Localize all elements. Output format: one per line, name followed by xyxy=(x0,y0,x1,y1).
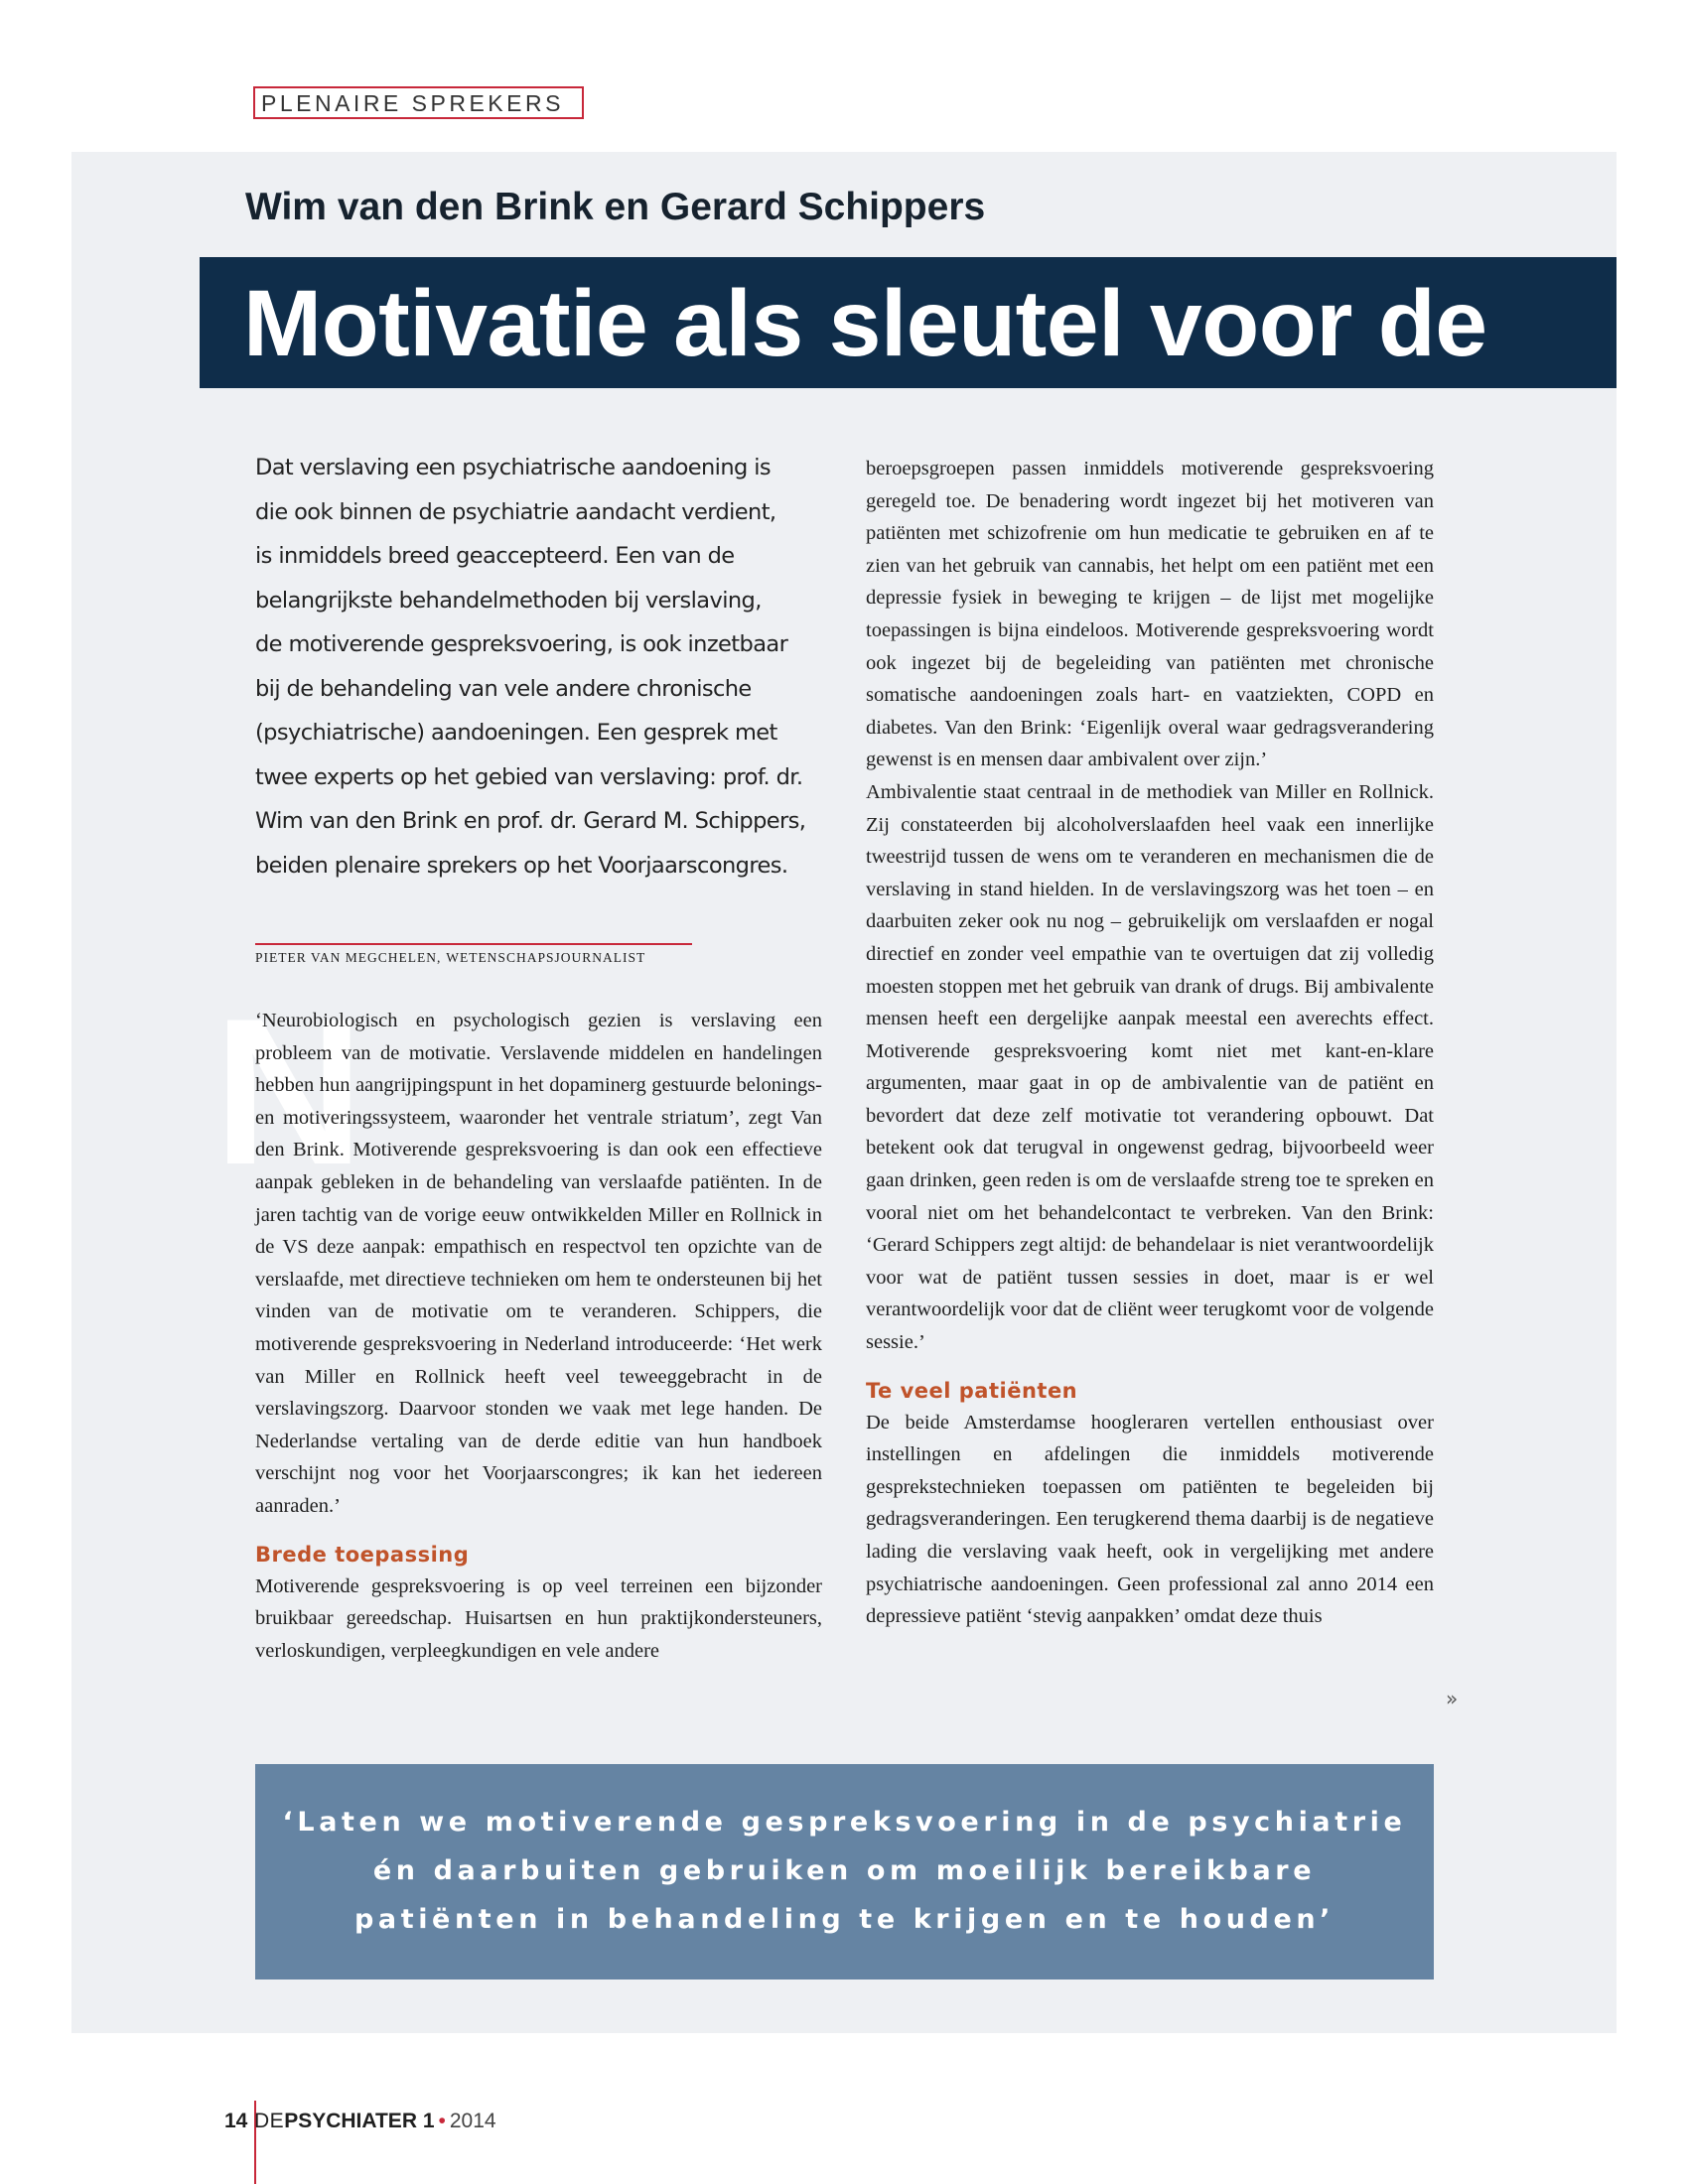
page-number: 14 xyxy=(224,2110,248,2132)
headline: Motivatie als sleutel voor de xyxy=(243,271,1487,376)
page-footer xyxy=(224,2110,496,2133)
intro-line: (psychiatrische) aandoeningen. Een gesprek met xyxy=(255,720,777,746)
intro-line: de motiverende gespreksvoering, is ook inzetbaar xyxy=(255,631,788,657)
intro-line: beiden plenaire sprekers op het Voorjaarscongres. xyxy=(255,852,788,879)
intro-line: belangrijkste behandelmethoden bij verslaving, xyxy=(255,587,762,614)
continue-arrow-icon: » xyxy=(1446,1687,1459,1710)
byline-title: Wim van den Brink en Gerard Schippers xyxy=(245,186,986,228)
body-paragraph: Ambivalentie staat centraal in de methodiek van Miller en Rollnick. Zij constateerden bij alcoholverslaafden heel vaak een innerlijke tweestrijd tussen de wens om te veranderen en mechanismen die de verslaving in stand hielden. In de verslavingszorg was het toen – en daarbuiten zeker ook nu nog – gebruikelijk om verslaafden er nogal directief en zonder veel empathie van te overtuigen dat zij volledig moesten stoppen met het gebruik van drank of drugs. Bij ambivalente mensen heeft een dergelijke aanpak meestal een averechts effect. Motiverende gespreksvoering komt niet met kant-en-klare argumenten, maar gaat in op de ambivalentie van de patiënt en bevordert dat deze zelf motivatie tot verandering opbouwt. Dat betekent ook dat terugval in ongewenst gedrag, bijvoorbeeld weer gaan drinken, geen reden is om de verslaafde streng toe te spreken en vooral niet om het behandelcontact te verbreken. Van den Brink: ‘Gerard Schippers zegt altijd: de behandelaar is niet verantwoordelijk voor wat de patiënt tussen sessies in doet, maar is er wel verantwoordelijk voor dat de cliënt weer terugkomt voor de volgende sessie.’ xyxy=(866,780,1434,1354)
intro-line: Wim van den Brink en prof. dr. Gerard M. Schippers, xyxy=(255,808,806,834)
author-name: PIETER VAN MEGCHELEN, xyxy=(255,950,442,965)
magazine-name: PSYCHIATER xyxy=(284,2110,417,2132)
issue-number: 1 xyxy=(422,2110,435,2132)
bullet-separator: • xyxy=(438,2110,446,2132)
author-role: WETENSCHAPSJOURNALIST xyxy=(446,950,646,965)
magazine-prefix: DE xyxy=(254,2110,285,2132)
pull-quote: ‘Laten we motiverende gespreksvoering in de psychiatrie én daarbuiten gebruiken om moeilijk bereikbare patiënten in behandeling te krijgen en te houden’ xyxy=(282,1807,1407,1935)
intro-line: bij de behandeling van vele andere chronische xyxy=(255,675,752,702)
author-credit xyxy=(255,946,645,967)
intro-lead xyxy=(255,446,861,887)
drop-cap: N xyxy=(213,1003,364,1181)
author-rule xyxy=(255,943,692,945)
intro-line: die ook binnen de psychiatrie aandacht verdient, xyxy=(255,498,776,525)
headline-bar xyxy=(200,257,1617,388)
intro-line: is inmiddels breed geaccepteerd. Een van de xyxy=(255,543,735,569)
intro-line: Dat verslaving een psychiatrische aandoening is xyxy=(255,455,771,480)
subheading-te-veel-patienten: Te veel patiënten xyxy=(866,1378,1078,1403)
right-column xyxy=(866,453,1434,1633)
left-column xyxy=(255,1005,822,1667)
body-paragraph: ‘Neurobiologisch en psychologisch gezien is verslaving een probleem van de motivatie. Verslavende middelen en handelingen hebben hun aangrijpingspunt in het dopaminerg gestuurde belonings- en motiveringssysteem, waaronder het ventrale striatum’, zegt Van den Brink. Motiverende gespreksvoering is dan ook een effectieve aanpak gebleken in de behandeling van verslaafde patiënten. In de jaren tachtig van de vorige eeuw ontwikkelden Miller en Rollnick in de VS deze aanpak: empathisch en respectvol ten opzichte van de verslaafde, met directieve technieken om hem te ondersteunen bij het vinden van de motivatie om te veranderen. Schippers, die motiverende gespreksvoering in Nederland introduceerde: ‘Het werk van Miller en Rollnick heeft veel teweeggebracht in de verslavingszorg. Daarvoor stonden we vaak met lege handen. De Nederlandse vertaling van de derde editie van hun handboek verschijnt nog voor het Voorjaarscongres; ik kan het iedereen aanraden.’ xyxy=(255,1010,822,1517)
issue-year: 2014 xyxy=(449,2110,496,2132)
body-paragraph: beroepsgroepen passen inmiddels motiverende gespreksvoering geregeld toe. De benadering wordt ingezet bij het motiveren van patiënten met schizofrenie om hun medicatie te gebruiken en af te zien van het gebruik van cannabis, het helpt om een patiënt met een depressie fysiek in beweging te krijgen – de lijst met mogelijke toepassingen is bijna eindeloos. Motiverende gespreksvoering wordt ook ingezet bij de begeleiding van patiënten met chronische somatische aandoeningen zoals hart- en vaatziekten, COPD en diabetes. Van den Brink: ‘Eigenlijk overal waar gedragsverandering gewenst is en mensen daar ambivalent over zijn.’ xyxy=(866,458,1434,771)
body-paragraph: De beide Amsterdamse hoogleraren vertellen enthousiast over instellingen en afdelingen die inmiddels motiverende gesprekstechnieken toepassen om patiënten te begeleiden bij gedragsveranderingen. Een terugkerend thema daarbij is de negatieve lading die verslaving vaak heeft, ook in vergelijking met andere psychiatrische aandoeningen. Geen professional zal anno 2014 een depressieve patiënt ‘stevig aanpakken’ omdat deze thuis xyxy=(866,1411,1434,1628)
body-paragraph: Motiverende gespreksvoering is op veel terreinen een bijzonder bruikbaar gereedschap. Huisartsen en hun praktijkondersteuners, verloskundigen, verpleegkundigen en vele andere xyxy=(255,1574,822,1662)
intro-line: twee experts op het gebied van verslaving: prof. dr. xyxy=(255,763,803,790)
pull-quote-box xyxy=(255,1764,1434,1979)
subheading-brede-toepassing: Brede toepassing xyxy=(255,1542,470,1567)
section-label: PLENAIRE SPREKERS xyxy=(253,86,584,119)
